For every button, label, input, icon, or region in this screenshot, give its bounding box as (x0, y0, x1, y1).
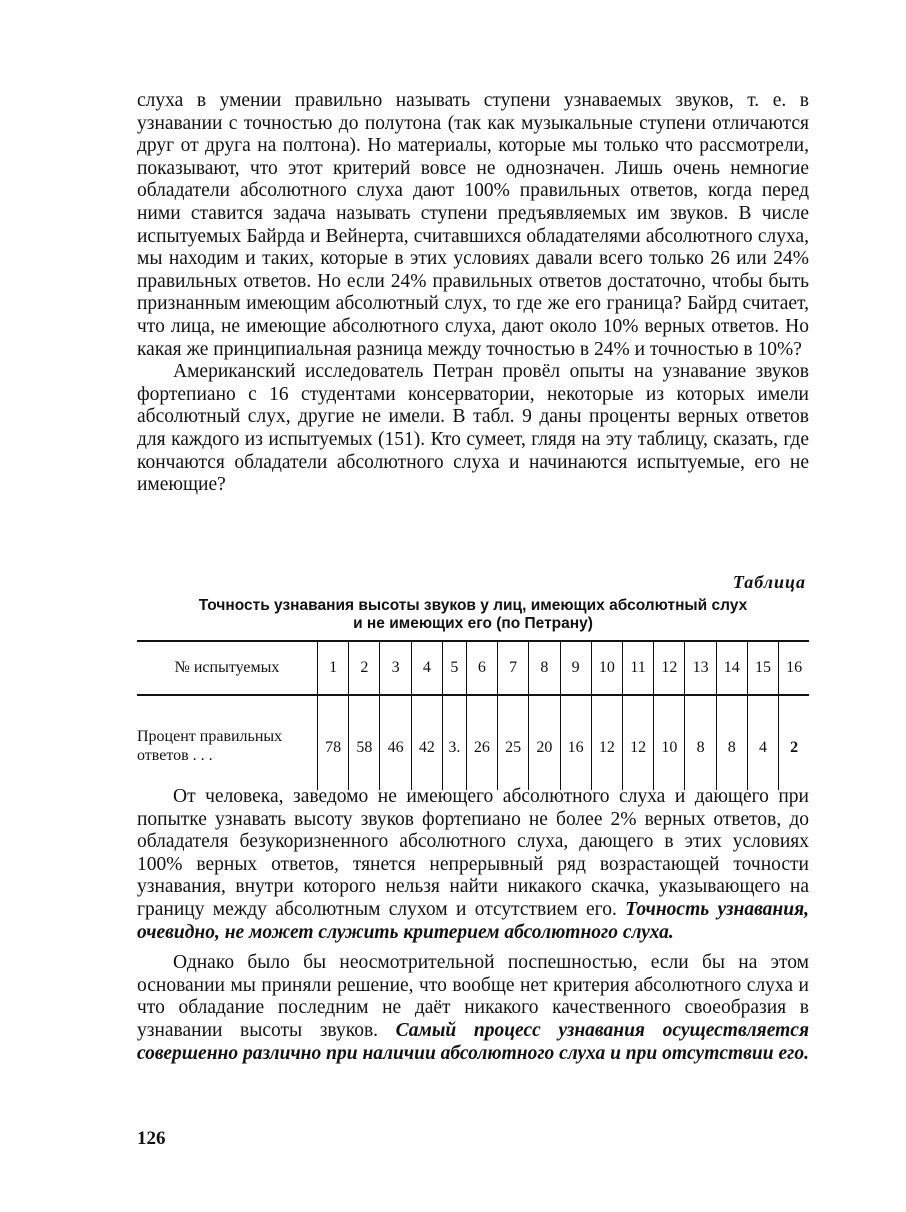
paragraph-4-emphasis: Самый процесс узнавания осуществляется совершенно различно при наличии абсолютного слуха и при отсутствии его. (137, 1019, 809, 1064)
value-cell: 58 (349, 695, 380, 790)
subject-cell: 5 (442, 641, 466, 695)
subject-cell: 2 (349, 641, 380, 695)
paragraph-3 (137, 786, 809, 944)
subject-cell: 12 (654, 641, 685, 695)
table-title (137, 597, 809, 633)
subject-cell: 1 (318, 641, 349, 695)
value-cell: 4 (747, 695, 778, 790)
subject-cell: 15 (747, 641, 778, 695)
subject-cell: 16 (779, 641, 809, 695)
subject-cell: 13 (685, 641, 716, 695)
subject-cell: 10 (591, 641, 622, 695)
subject-cell: 14 (716, 641, 747, 695)
subject-cell: 6 (466, 641, 497, 695)
table-values-row (137, 695, 809, 790)
table-label: Таблица (732, 572, 806, 592)
paragraph-4-text: Однако было бы неосмотрительной поспешностью, если бы на этом основании мы приняли решение, что вообще нет критерия абсолютного слуха и что обладание последним не даёт никакого качественного своеобразия в узнавании высоты звуков. (137, 952, 809, 1041)
value-cell: 78 (318, 695, 349, 790)
table-title-line-1: Точность узнавания высоты звуков у лиц, имеющих абсолютный слух (198, 597, 748, 614)
header-label: № испытуемых (137, 641, 318, 695)
value-cell: 2 (779, 695, 809, 790)
value-cell: 26 (466, 695, 497, 790)
paragraph-3-emphasis: Точность узнавания, очевидно, не может служить критерием абсолютного слуха. (137, 898, 809, 943)
text-block-top (137, 90, 809, 497)
paragraph-2: Американский исследователь Петран провёл опыты на узнавание звуков фортепиано с 16 студентами консерватории, некоторые из которых имели абсолютный слух, другие не имели. В табл. 9 даны проценты верных ответов для каждого из испытуемых (151). Кто сумеет, глядя на эту таблицу, сказать, где кончаются обладатели абсолютного слуха и начинаются испытуемые, его не имеющие? (137, 361, 809, 496)
subject-cell: 4 (411, 641, 442, 695)
paragraph-1: слуха в умении правильно называть ступени узнаваемых звуков, т. е. в узнавании с точностью до полутона (так как музыкальные ступени отличаются друг от друга на полтона). Но материалы, которые мы только что рассмотрели, показывают, что этот критерий вовсе не однозначен. Лишь очень немногие обладатели абсолютного слуха дают 100% правильных ответов, когда перед ними ставится задача называть ступени предъявляемых им звуков. В числе испытуемых Байрда и Вейнерта, считавшихся обладателями абсолютного слуха, мы находим и таких, которые в этих условиях давали всего только 26 или 24% правильных ответов. Но если 24% правильных ответов достаточно, чтобы быть признанным имеющим абсолютный слух, то где же его граница? Байрд считает, что лица, не имеющие абсолютного слуха, дают около 10% верных ответов. Но какая же принципиальная разница между точностью в 24% и точностью в 10%? (137, 90, 809, 360)
value-cell: 25 (498, 695, 529, 790)
value-cell: 8 (685, 695, 716, 790)
value-cell: 16 (560, 695, 591, 790)
value-cell: 12 (622, 695, 653, 790)
subject-cell: 9 (560, 641, 591, 695)
page-number: 126 (137, 1128, 166, 1149)
value-cell: 46 (380, 695, 411, 790)
table-header-row (137, 641, 809, 695)
value-cell: 10 (654, 695, 685, 790)
subject-cell: 8 (529, 641, 560, 695)
subject-cell: 3 (380, 641, 411, 695)
value-cell: 12 (591, 695, 622, 790)
paragraph-3-text: От человека, заведомо не имеющего абсолютного слуха и дающего при попытке узнавать высоту звуков фортепиано не более 2% верных ответов, до обладателя безукоризненного абсолютного слуха, дающего в этих условиях 100% верных ответов, тянется непрерывный ряд возрастающей точности узнавания, внутри которого нельзя найти никакого скачка, указывающего на границу между абсолютным слухом и отсутствием его. (137, 786, 809, 920)
value-cell: 3. (442, 695, 466, 790)
subject-cell: 11 (622, 641, 653, 695)
paragraph-4 (137, 952, 809, 1065)
value-cell: 20 (529, 695, 560, 790)
row-label: Процент правильных ответов . . . (137, 728, 283, 764)
subject-cell: 7 (498, 641, 529, 695)
value-cell: 42 (411, 695, 442, 790)
results-table (137, 640, 809, 790)
table-title-line-2: и не имеющих его (по Петрану) (353, 615, 593, 632)
value-cell: 8 (716, 695, 747, 790)
text-block-bottom (137, 786, 809, 1073)
